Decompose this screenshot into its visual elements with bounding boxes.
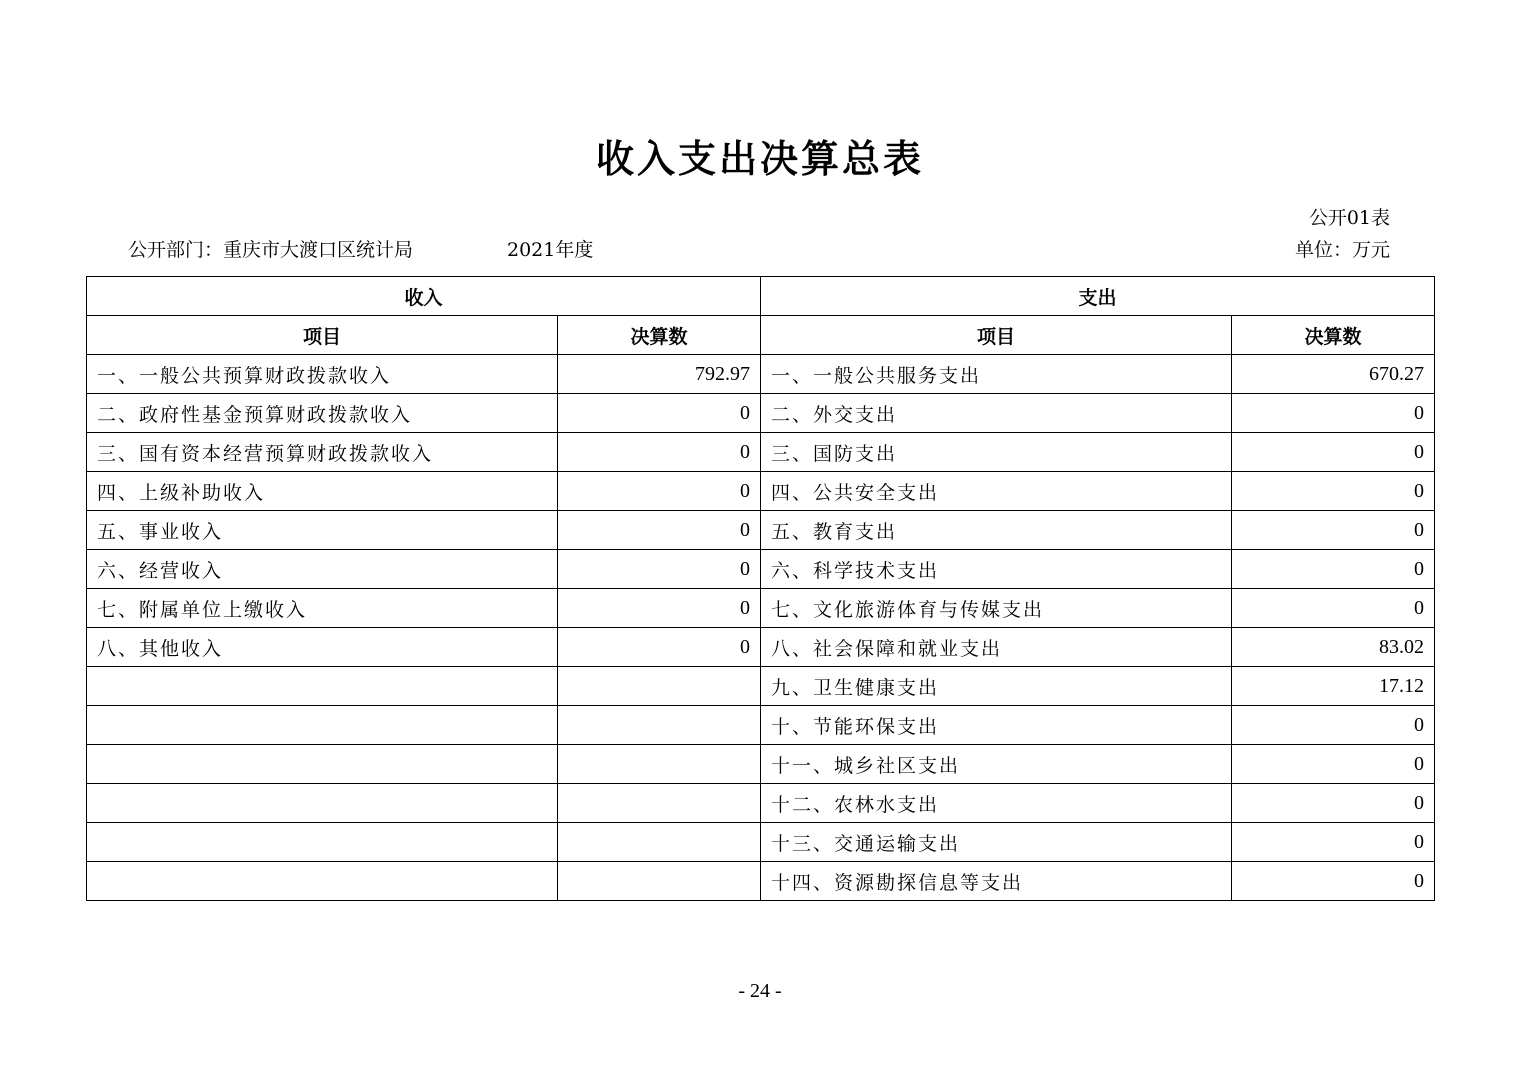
expenditure-amount-cell: 0 <box>1232 784 1435 823</box>
table-row <box>87 355 1435 394</box>
table-row <box>87 628 1435 667</box>
income-item-cell: 三、国有资本经营预算财政拨款收入 <box>87 433 558 472</box>
income-item-cell: 二、政府性基金预算财政拨款收入 <box>87 394 558 433</box>
expenditure-amount-cell: 0 <box>1232 550 1435 589</box>
expenditure-amount-cell: 83.02 <box>1232 628 1435 667</box>
budget-summary-table <box>86 276 1435 901</box>
table-row <box>87 394 1435 433</box>
expenditure-item-cell: 二、外交支出 <box>761 394 1232 433</box>
income-amount-cell: 0 <box>558 433 761 472</box>
table-row <box>87 706 1435 745</box>
income-amount-cell <box>558 784 761 823</box>
page-number: - 24 - <box>738 980 782 1002</box>
table-row <box>87 433 1435 472</box>
expenditure-section-header: 支出 <box>761 277 1435 316</box>
table-row <box>87 511 1435 550</box>
fiscal-year: 2021年度 <box>507 239 594 261</box>
income-amount-cell: 0 <box>558 550 761 589</box>
expenditure-amount-cell: 0 <box>1232 706 1435 745</box>
income-amount-cell <box>558 823 761 862</box>
table-row <box>87 550 1435 589</box>
income-amount-header: 决算数 <box>558 316 761 355</box>
income-amount-cell <box>558 745 761 784</box>
table-row <box>87 784 1435 823</box>
expenditure-amount-cell: 0 <box>1232 433 1435 472</box>
income-item-cell: 五、事业收入 <box>87 511 558 550</box>
income-amount-cell: 0 <box>558 511 761 550</box>
income-amount-cell <box>558 706 761 745</box>
expenditure-amount-cell: 670.27 <box>1232 355 1435 394</box>
expenditure-amount-cell: 0 <box>1232 472 1435 511</box>
income-item-cell <box>87 862 558 901</box>
expenditure-item-cell: 九、卫生健康支出 <box>761 667 1232 706</box>
table-row <box>87 823 1435 862</box>
income-amount-cell <box>558 667 761 706</box>
table-row <box>87 589 1435 628</box>
income-item-cell <box>87 667 558 706</box>
income-item-cell: 一、一般公共预算财政拨款收入 <box>87 355 558 394</box>
income-amount-cell: 0 <box>558 589 761 628</box>
table-row <box>87 745 1435 784</box>
expenditure-item-cell: 八、社会保障和就业支出 <box>761 628 1232 667</box>
table-row <box>87 862 1435 901</box>
expenditure-amount-cell: 0 <box>1232 589 1435 628</box>
income-amount-cell: 792.97 <box>558 355 761 394</box>
document-title: 收入支出决算总表 <box>595 137 924 181</box>
expenditure-amount-cell: 0 <box>1232 745 1435 784</box>
income-item-cell: 八、其他收入 <box>87 628 558 667</box>
income-item-cell <box>87 706 558 745</box>
income-amount-cell <box>558 862 761 901</box>
expenditure-item-cell: 六、科学技术支出 <box>761 550 1232 589</box>
expenditure-item-cell: 十一、城乡社区支出 <box>761 745 1232 784</box>
expenditure-item-cell: 十四、资源勘探信息等支出 <box>761 862 1232 901</box>
table-header-row-2 <box>87 316 1435 355</box>
income-amount-cell: 0 <box>558 394 761 433</box>
income-item-header: 项目 <box>87 316 558 355</box>
expenditure-item-cell: 十三、交通运输支出 <box>761 823 1232 862</box>
expenditure-amount-cell: 0 <box>1232 394 1435 433</box>
expenditure-amount-cell: 0 <box>1232 862 1435 901</box>
income-item-cell <box>87 745 558 784</box>
income-amount-cell: 0 <box>558 628 761 667</box>
income-section-header: 收入 <box>87 277 761 316</box>
expenditure-amount-cell: 0 <box>1232 511 1435 550</box>
expenditure-item-cell: 一、一般公共服务支出 <box>761 355 1232 394</box>
income-amount-cell: 0 <box>558 472 761 511</box>
income-item-cell: 四、上级补助收入 <box>87 472 558 511</box>
expenditure-item-cell: 四、公共安全支出 <box>761 472 1232 511</box>
expenditure-amount-cell: 17.12 <box>1232 667 1435 706</box>
income-item-cell <box>87 823 558 862</box>
department-label: 公开部门：重庆市大渡口区统计局 <box>128 239 414 261</box>
form-code: 公开01表 <box>1308 207 1390 229</box>
income-item-cell: 六、经营收入 <box>87 550 558 589</box>
expenditure-amount-header: 决算数 <box>1232 316 1435 355</box>
income-item-cell: 七、附属单位上缴收入 <box>87 589 558 628</box>
expenditure-item-header: 项目 <box>761 316 1232 355</box>
expenditure-item-cell: 七、文化旅游体育与传媒支出 <box>761 589 1232 628</box>
expenditure-item-cell: 十、节能环保支出 <box>761 706 1232 745</box>
unit-label: 单位：万元 <box>1294 239 1390 261</box>
expenditure-item-cell: 三、国防支出 <box>761 433 1232 472</box>
expenditure-amount-cell: 0 <box>1232 823 1435 862</box>
table-row <box>87 472 1435 511</box>
table-header-row-1 <box>87 277 1435 316</box>
expenditure-item-cell: 五、教育支出 <box>761 511 1232 550</box>
income-item-cell <box>87 784 558 823</box>
table-row <box>87 667 1435 706</box>
expenditure-item-cell: 十二、农林水支出 <box>761 784 1232 823</box>
